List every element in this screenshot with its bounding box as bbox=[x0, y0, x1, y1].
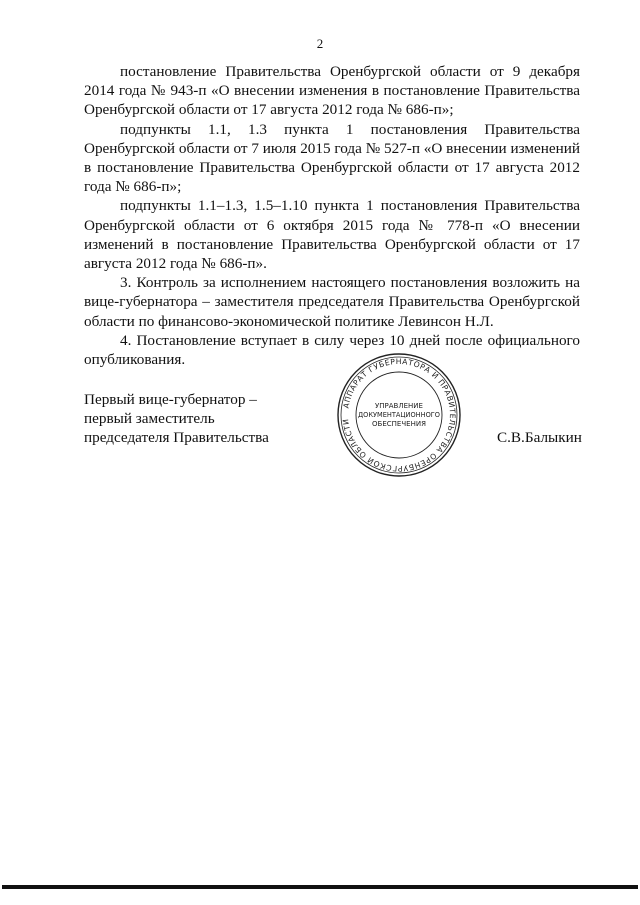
position-line: первый заместитель bbox=[84, 410, 215, 428]
seal-center-line: ОБЕСПЕЧЕНИЯ bbox=[372, 420, 426, 428]
seal-outer-text: АППАРАТ ГУБЕРНАТОРА И ПРАВИТЕЛЬСТВА ОРЕНБУРГСКОЙ ОБЛАСТИ bbox=[341, 356, 458, 474]
paragraph-control-clause: 3. Контроль за исполнением настоящего постановления возложить на вице-губернатора – заместителя председателя Правительства Оренбургской области по финансово-экономической политике Левинсон Н.Л. bbox=[84, 274, 580, 330]
seal-center-line: ДОКУМЕНТАЦИОННОГО bbox=[358, 411, 440, 419]
signatory-position bbox=[84, 390, 284, 448]
official-seal-stamp bbox=[336, 352, 462, 478]
paragraph-amendment-943: постановление Правительства Оренбургской области от 9 декабря 2014 года № 943-п «О внесении изменения в постановление Правительства Оренбургской области от 17 августа 2012 года № 686-п»; bbox=[84, 63, 580, 119]
seal-center-line: УПРАВЛЕНИЕ bbox=[375, 402, 423, 410]
body-text bbox=[84, 62, 580, 369]
signatory-name: С.В.Балыкин bbox=[497, 429, 582, 446]
position-line: Первый вице-губернатор – bbox=[84, 391, 257, 408]
paragraph-effective-date: 4. Постановление вступает в силу через 10 дней после официального опубликования. bbox=[84, 331, 580, 369]
paragraph-amendment-527: подпункты 1.1, 1.3 пункта 1 постановления Правительства Оренбургской области от 7 июля 2015 года № 527-п «О внесении изменений в постановление Правительства Оренбургской области от 17 августа 2012 года № 686-п»; bbox=[84, 120, 580, 196]
position-line: председателя Правительства bbox=[84, 429, 269, 447]
footer-rule bbox=[2, 885, 638, 889]
page-number: 2 bbox=[316, 36, 324, 51]
paragraph-amendment-778: подпункты 1.1–1.3, 1.5–1.10 пункта 1 постановления Правительства Оренбургской области от 6 октября 2015 года № 778-п «О внесении изменений в постановление Правительства Оренбургской области от 17 августа 2012 года № 686-п». bbox=[84, 197, 580, 273]
